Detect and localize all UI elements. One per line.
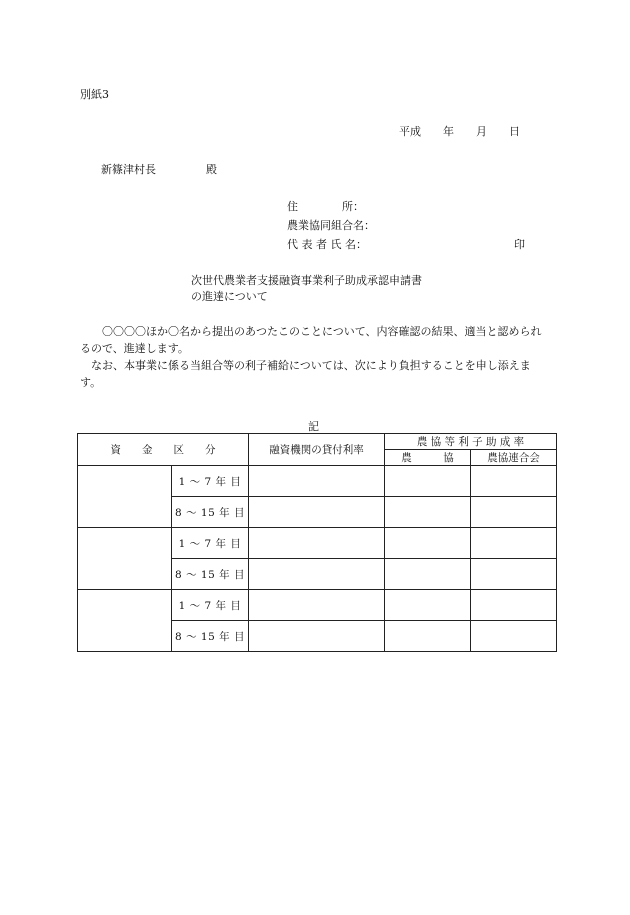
lender-rate-cell xyxy=(249,559,385,590)
ki-heading: 記 xyxy=(308,420,319,433)
header-subsidy-rate: 農 協 等 利 子 助 成 率 xyxy=(385,434,557,450)
header-fund-category: 資 金 区 分 xyxy=(78,434,249,466)
period-cell: 1 〜 7 年 目 xyxy=(172,466,249,497)
subsidy-table xyxy=(77,433,557,652)
period-cell: 8 〜 15 年 目 xyxy=(172,497,249,528)
document-title-line2: の進達について xyxy=(191,290,268,303)
period-cell: 8 〜 15 年 目 xyxy=(172,559,249,590)
lender-rate-cell xyxy=(249,621,385,652)
address-label: 住 所： xyxy=(287,200,364,213)
document-ref: 別紙3 xyxy=(80,88,109,101)
body-paragraph-1: 〇〇〇〇ほか〇名から提出のあつたこのことについて、内容確認の結果、適当と認められるので、進達します。 xyxy=(80,325,542,355)
nokyo-rate-cell xyxy=(385,621,471,652)
period-cell: 1 〜 7 年 目 xyxy=(172,528,249,559)
table-row xyxy=(78,590,557,621)
seal-mark: 印 xyxy=(514,238,525,251)
header-nokyo: 農 協 xyxy=(385,450,471,466)
rengokai-rate-cell xyxy=(471,621,557,652)
nokyo-rate-cell xyxy=(385,559,471,590)
document-title-line1: 次世代農業者支援融資事業利子助成承認申請書 xyxy=(191,274,422,287)
date-line: 平成 年 月 日 xyxy=(399,125,520,138)
rengokai-rate-cell xyxy=(471,590,557,621)
header-lender-rate: 融資機関の貸付利率 xyxy=(249,434,385,466)
coop-name-label: 農業協同組合名： xyxy=(287,219,375,232)
rengokai-rate-cell xyxy=(471,559,557,590)
table-header-row xyxy=(78,434,557,450)
fund-category-cell xyxy=(78,466,172,528)
lender-rate-cell xyxy=(249,528,385,559)
period-cell: 8 〜 15 年 目 xyxy=(172,621,249,652)
fund-category-cell xyxy=(78,590,172,652)
fund-category-cell xyxy=(78,528,172,590)
header-rengokai: 農協連合会 xyxy=(471,450,557,466)
nokyo-rate-cell xyxy=(385,466,471,497)
rengokai-rate-cell xyxy=(471,466,557,497)
representative-label: 代 表 者 氏 名： xyxy=(287,238,367,251)
addressee-honorific: 殿 xyxy=(206,163,217,176)
nokyo-rate-cell xyxy=(385,528,471,559)
rengokai-rate-cell xyxy=(471,497,557,528)
rengokai-rate-cell xyxy=(471,528,557,559)
period-cell: 1 〜 7 年 目 xyxy=(172,590,249,621)
lender-rate-cell xyxy=(249,466,385,497)
table-row xyxy=(78,528,557,559)
lender-rate-cell xyxy=(249,497,385,528)
nokyo-rate-cell xyxy=(385,497,471,528)
body-paragraph-2: なお、本事業に係る当組合等の利子補給については、次により負担することを申し添えます。 xyxy=(80,359,531,389)
body-text xyxy=(80,323,550,391)
table-row xyxy=(78,466,557,497)
nokyo-rate-cell xyxy=(385,590,471,621)
lender-rate-cell xyxy=(249,590,385,621)
addressee-name: 新篠津村長 xyxy=(101,163,156,176)
